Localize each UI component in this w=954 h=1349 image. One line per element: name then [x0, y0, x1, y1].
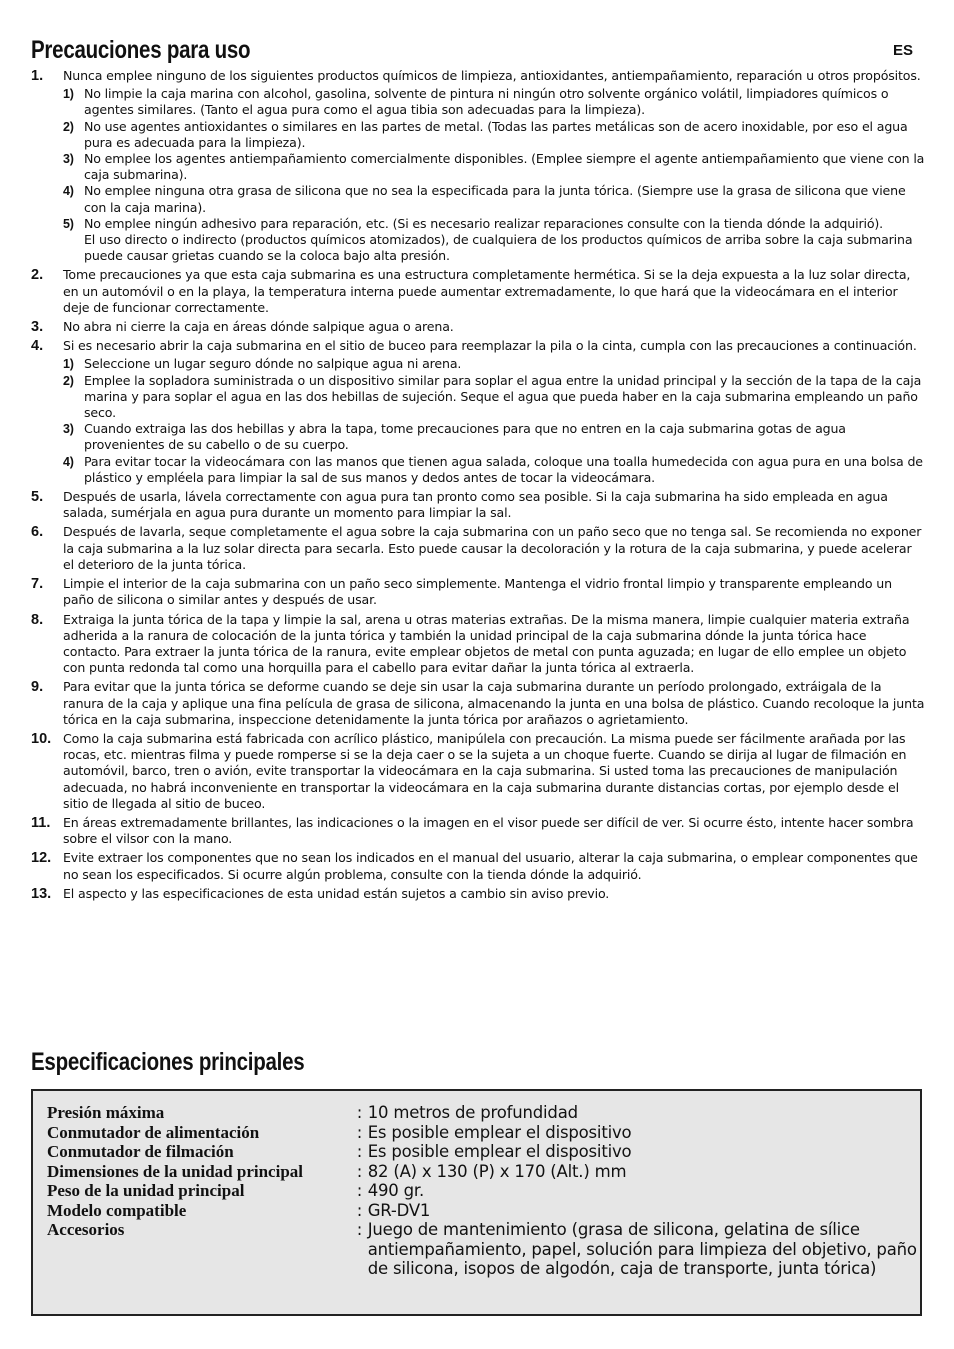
sub-item — [63, 86, 925, 118]
sub-item-text: No emplee ninguna otra grasa de silicona que no sea la especificada para la junta tórica. (Siempre use la grasa de silicona que viene con la caja marina). — [84, 183, 906, 215]
spec-row — [47, 1103, 920, 1123]
item-text: Si es necesario abrir la caja submarina en el sitio de buceo para reemplazar la pila o la cinta, cumpla con las precauciones a continuación. — [63, 338, 917, 354]
spec-label: Conmutador de filmación — [47, 1142, 234, 1161]
precaution-item — [31, 267, 925, 316]
sub-item-number: 4) — [63, 454, 74, 469]
spec-label: Conmutador de alimentación — [47, 1122, 260, 1142]
sub-item-number: 2) — [63, 119, 74, 134]
precaution-item — [31, 886, 925, 902]
spec-value: : 490 gr. — [357, 1181, 920, 1201]
spec-row — [47, 1162, 920, 1182]
specs-heading-wrap — [31, 1046, 364, 1078]
spec-row — [47, 1181, 920, 1201]
item-text: Después de lavarla, seque completamente el agua sobre la caja submarina con un paño seco que no tenga sal. Se recomienda no exponer la caja submarina a la luz solar directa para secarla. Esto puede causar la decoloración y la rotura de la caja submarina, y puede acelerar el deterioro de la junta tórica. — [63, 524, 922, 572]
item-number: 2. — [31, 267, 44, 284]
specs-box — [31, 1089, 922, 1316]
spec-label: Accesorios — [47, 1220, 125, 1239]
sub-item — [63, 421, 925, 453]
sub-item-text: No limpie la caja marina con alcohol, gasolina, solvente de pintura ni ningún otro solvente orgánico volátil, limpiadores químicos o agentes similares. (Tanto el agua pura como el agua tibia son adecuadas para la limpieza). — [84, 86, 889, 118]
spec-row — [47, 1123, 920, 1143]
sub-item — [63, 151, 925, 183]
sub-item-number: 3) — [63, 422, 74, 437]
sub-item-number: 5) — [63, 216, 74, 231]
spec-value: : 82 (A) x 130 (P) x 170 (Alt.) mm — [357, 1162, 920, 1182]
item-text: Limpie el interior de la caja submarina con un paño seco simplemente. Mantenga el vidrio frontal limpio y transparente empleando un paño de silicona o similar antes y después de usar. — [63, 576, 892, 608]
item-text: En áreas extremadamente brillantes, las indicaciones o la imagen en el visor puede ser difícil de ver. Si ocurre ésto, intente hacer sombra sobre el vilsor con la mano. — [63, 814, 914, 847]
item-number: 13. — [31, 885, 52, 902]
spec-value: : 10 metros de profundidad — [357, 1103, 920, 1123]
sub-item-text: Cuando extraiga las dos hebillas y abra la tapa, tome precauciones para que no entren en la caja submarina gotas de agua provenientes de su cabello o de su cuerpo. — [84, 421, 846, 453]
specs-title: Especificaciones principales — [31, 1048, 305, 1076]
specs-table — [47, 1103, 920, 1279]
item-number: 9. — [31, 679, 44, 696]
item-number: 12. — [31, 850, 52, 867]
item-text: El aspecto y las especificaciones de esta unidad están sujetos a cambio sin aviso previo. — [63, 885, 610, 901]
sub-item-text: Emplee la sopladora suministrada o un dispositivo similar para soplar el agua entre la unidad principal y la sección de la tapa de la caja marina y para soplar el agua en las dos hebillas de sujeción. Seque el agua que pueda haber en la caja submarina empleando un paño seco. — [84, 372, 922, 421]
note-text: El uso directo o indirecto (productos químicos atomizados), de cualquiera de los productos químicos de arriba sobre la caja submarina puede causar grietas cuando se la coloca bajo alta presión. — [84, 232, 913, 264]
item-text: Evite extraer los componentes que no sean los indicados en el manual del usuario, alterar la caja submarina, o emplear componentes que no sean los especificados. Si ocurre algún problema, consulte con la tienda dónde la adquirió. — [63, 850, 918, 882]
item-text: Tome precauciones ya que esta caja submarina es una estructura completamente hermética. Si se la deja expuesta a la luz solar directa, en un automóvil o en la playa, la temperatura interna puede aumentar extremadamente, lo que hará que la videocámara en el interior deje de funcionar correctamente. — [63, 267, 911, 315]
sub-item-text: No emplee los agentes antiempañamiento comercialmente disponibles. (Emplee siempre el agente antiempañamiento que viene con la caja submarina). — [84, 151, 925, 183]
item-text: Nunca emplee ninguno de los siguientes productos químicos de limpieza, antioxidantes, antiempañamiento, reparación u otros propósitos. — [63, 68, 921, 83]
precautions-list — [31, 68, 925, 902]
precaution-item — [31, 338, 925, 486]
precaution-item — [31, 612, 925, 677]
item-number: 1. — [31, 68, 44, 84]
sub-list — [63, 356, 925, 486]
sub-item-number: 1) — [63, 87, 74, 102]
sub-item — [63, 215, 925, 232]
item-number: 3. — [31, 319, 44, 336]
spec-label: Presión máxima — [47, 1103, 165, 1122]
item-number: 4. — [31, 338, 44, 355]
sub-item — [63, 356, 925, 372]
sub-item — [63, 453, 925, 486]
sub-note — [84, 232, 925, 264]
sub-item-text: Seleccione un lugar seguro dónde no salpique agua ni arena. — [84, 356, 462, 372]
precaution-item — [31, 319, 925, 335]
sub-item — [63, 183, 925, 215]
spec-label: Dimensiones de la unidad principal — [47, 1161, 304, 1181]
item-number: 6. — [31, 524, 44, 541]
precaution-item — [31, 815, 925, 847]
sub-item — [63, 372, 925, 422]
item-text: Para evitar que la junta tórica se deforme cuando se deje sin usar la caja submarina durante un período prolongado, extráigala de la ranura de la caja y aplique una fina película de grasa de silicona, almacenando la junta en una bolsa de plástico. Cuando recoloque la junta tórica en la caja submarina, inspeccione detenidamente la junta tórica por arañazos o agrietamiento. — [63, 679, 925, 727]
spec-label: Modelo compatible — [47, 1200, 187, 1220]
sub-list — [63, 86, 925, 264]
item-number: 7. — [31, 576, 44, 593]
spec-row — [47, 1220, 920, 1279]
precaution-item — [31, 850, 925, 882]
spec-label: Peso de la unidad principal — [47, 1181, 245, 1200]
spec-row — [47, 1142, 920, 1162]
item-number: 8. — [31, 611, 44, 628]
precaution-item — [31, 524, 925, 573]
item-text: No abra ni cierre la caja en áreas dónde salpique agua o arena. — [63, 319, 454, 335]
sub-item-text: Para evitar tocar la videocámara con las manos que tienen agua salada, coloque una toalla humedecida con agua pura en una bolsa de plástico y empléela para limpiar la sal de sus manos y dedos antes de tocar la videocámara. — [84, 453, 923, 485]
item-number: 10. — [31, 730, 52, 747]
sub-item-number: 3) — [63, 152, 74, 167]
sub-item-number: 4) — [63, 184, 74, 199]
sub-item-number: 1) — [63, 357, 74, 372]
item-text: Extraiga la junta tórica de la tapa y limpie la sal, arena u otras materias extrañas. De la misma manera, limpie cualquier materia extraña adherida a la ranura de colocación de la junta tórica y también la unidad principal de la caja submarina dónde la junta tórica hace contacto. Para extraer la junta tórica de la ranura, evite emplear objetos de metal con punta aguzada; en lugar de ello emplee un objeto con punta redonda tal como una horquilla para el cabello para evitar dañar la junta tórica al extraerla. — [63, 611, 910, 676]
precaution-item — [31, 489, 925, 521]
item-text: Como la caja submarina está fabricada con acrílico plástico, manipúlela con precaución. La misma puede ser fácilmente arañada por las rocas, etc. mientras filma y puede romperse si se la deja caer o se la sujeta a un choque fuerte. Cuando se dirija al lugar de filmación en automóvil, barco, tren o avión, evite transportar la videocámara en la caja submarina. Si usted toma las precauciones de manipulación adecuada, no habrá inconveniente en transportar la videocámara en la caja submarina durante distancias cortas, por ejemplo desde el sitio de llegada al sitio de buceo. — [63, 730, 907, 811]
sub-item — [63, 118, 925, 151]
spec-value: : Es posible emplear el dispositivo — [357, 1123, 920, 1143]
item-number: 5. — [31, 489, 44, 506]
item-text: Después de usarla, lávela correctamente con agua pura tan pronto como sea posible. Si la caja submarina ha sido empleada en agua salada, sumérjala en agua pura durante un momento para limpiar la sal. — [63, 489, 888, 521]
spec-row — [47, 1201, 920, 1221]
sub-item-text: No emplee ningún adhesivo para reparación, etc. (Si es necesario realizar reparaciones consulte con la tienda dónde la adquirió). — [84, 215, 883, 231]
page-title: Precauciones para uso — [31, 36, 251, 64]
precaution-item — [31, 576, 925, 608]
sub-item-number: 2) — [63, 373, 74, 388]
spec-value: : GR-DV1 — [357, 1201, 920, 1221]
precaution-item — [31, 68, 925, 264]
language-code: ES — [892, 42, 913, 59]
sub-item-text: No use agentes antioxidantes o similares en las partes de metal. (Todas las partes metálicas son de acero inoxidable, por eso el agua pura es adecuada para la limpieza). — [84, 118, 908, 150]
spec-value: : Juego de mantenimiento (grasa de silicona, gelatina de sílice antiempañamiento, papel, solución para limpieza del objetivo, paño de silicona, isopos de algodón, caja de transporte, junta tórica) — [357, 1220, 920, 1279]
precautions-section — [31, 34, 925, 905]
item-number: 11. — [31, 814, 51, 831]
precaution-item — [31, 679, 925, 728]
spec-value: : Es posible emplear el dispositivo — [357, 1142, 920, 1162]
precaution-item — [31, 731, 925, 812]
